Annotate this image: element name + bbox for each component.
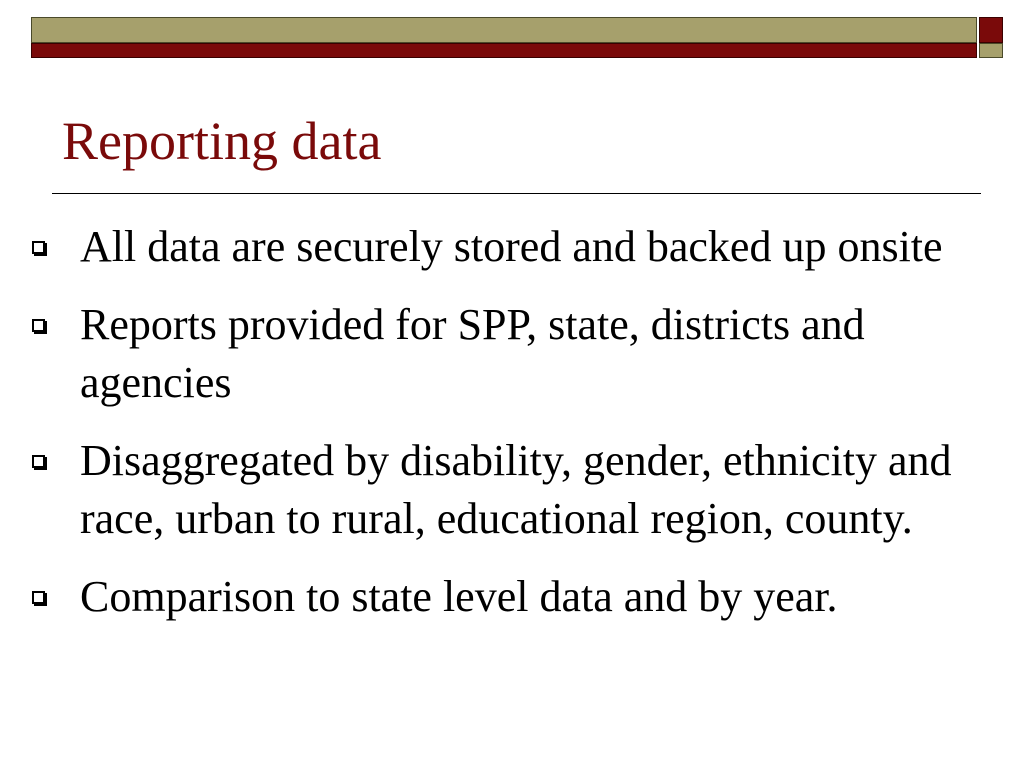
header-corner-olive-square — [979, 43, 1003, 58]
bullet-text: All data are securely stored and backed up onsite — [80, 222, 943, 271]
hollow-square-bullet-icon — [32, 591, 45, 604]
bullet-item — [30, 218, 990, 276]
header-bar-olive — [31, 17, 977, 43]
header-corner-maroon-square — [979, 17, 1003, 43]
title-divider — [52, 193, 981, 194]
bullet-text: Comparison to state level data and by year. — [80, 572, 838, 621]
hollow-square-bullet-icon — [32, 319, 45, 332]
header-bar-maroon — [31, 43, 977, 58]
bullet-text: Disaggregated by disability, gender, ethnicity and race, urban to rural, educational region, county. — [80, 436, 952, 543]
slide-title: Reporting data — [62, 111, 382, 171]
bullet-item — [30, 568, 990, 626]
hollow-square-bullet-icon — [32, 241, 45, 254]
bullet-text: Reports provided for SPP, state, districts and agencies — [80, 300, 865, 407]
hollow-square-bullet-icon — [32, 455, 45, 468]
bullet-item — [30, 432, 990, 548]
bullet-item — [30, 296, 990, 412]
bullet-list — [30, 218, 990, 626]
